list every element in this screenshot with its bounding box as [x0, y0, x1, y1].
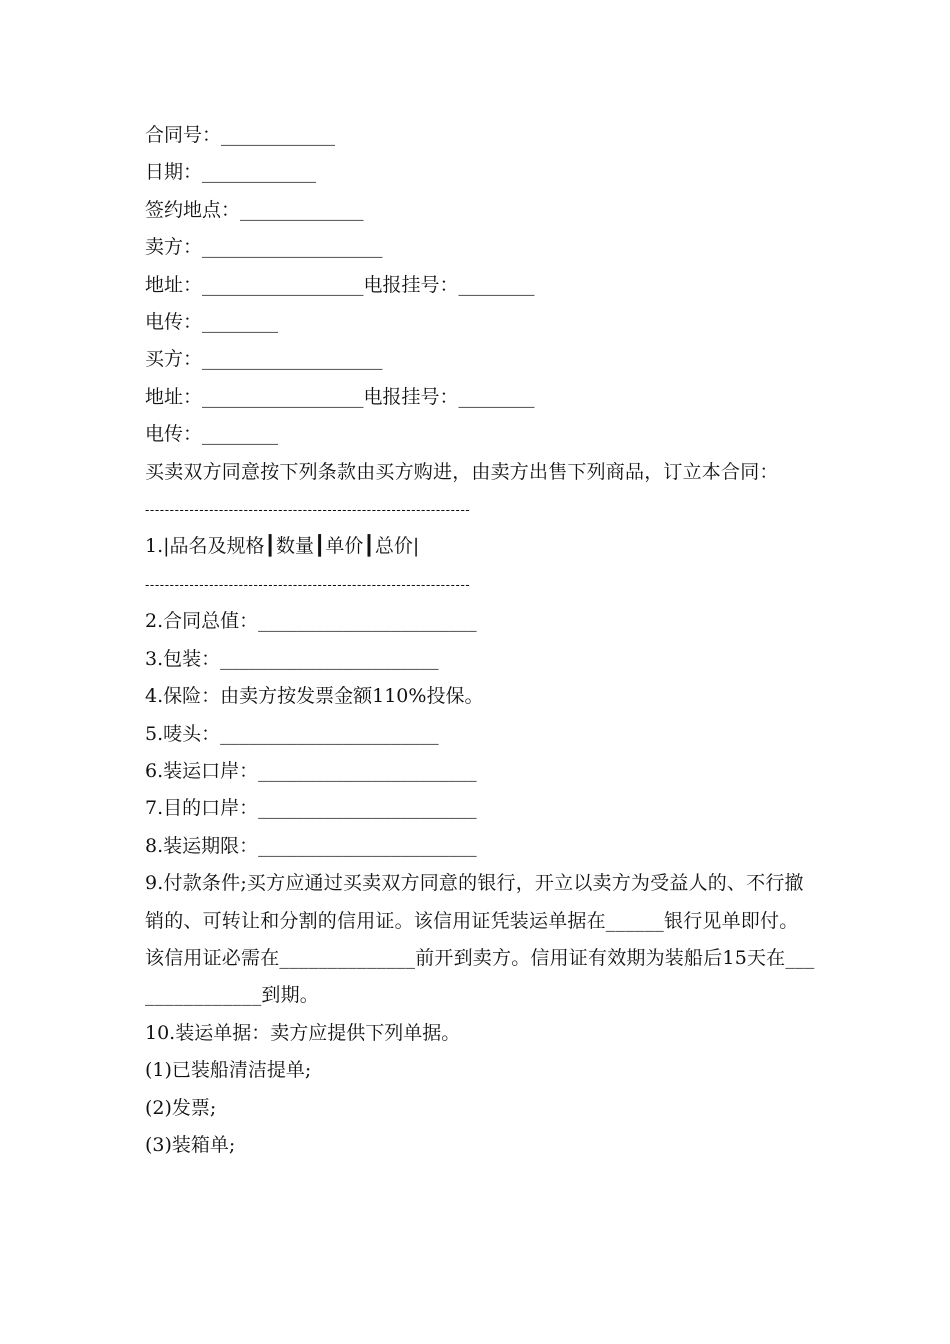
clause-port-of-destination: 7.目的口岸：_______________________ [145, 797, 477, 820]
seller-fax-line: 电传：________ [145, 311, 279, 334]
clause-total-value: 2.合同总值：_______________________ [145, 610, 477, 633]
table-rule-top: ------------------------------------------------------------------ [145, 502, 471, 518]
clause-shipping-documents: 10.装运单据：卖方应提供下列单据。 [145, 1021, 461, 1044]
clause-port-of-shipment: 6.装运口岸：_______________________ [145, 759, 477, 782]
contract-document [145, 117, 815, 1164]
document-item-packing-list: (3)装箱单; [145, 1133, 236, 1156]
contract-number-line: 合同号：____________ [145, 124, 336, 146]
signing-place-line: 签约地点：_____________ [145, 198, 364, 221]
clause-packing: 3.包装：_______________________ [145, 647, 439, 670]
clause-time-of-shipment: 8.装运期限：_______________________ [145, 834, 477, 857]
table-rule-bottom: ------------------------------------------------------------------ [145, 576, 471, 592]
clause-payment-terms: 9.付款条件;买方应通过买卖双方同意的银行，开立以卖方为受益人的、不行撤销的、可转让和分割的信用证。该信用证凭装运单据在______银行见单即付。该信用证必需在______________前开到卖方。信用证有效期为装船后15天在_______________到期。 [145, 872, 815, 1007]
intro-paragraph: 买卖双方同意按下列条款由买方购进，由卖方出售下列商品，订立本合同： [145, 460, 779, 483]
clause-shipping-mark: 5.唛头：_______________________ [145, 722, 439, 745]
table-header-row: 1.|品名及规格┃数量┃单价┃总价| [145, 535, 420, 558]
seller-address-line: 地址：_________________电报挂号：________ [145, 273, 535, 296]
seller-line: 卖方：___________________ [145, 236, 383, 259]
buyer-fax-line: 电传：________ [145, 423, 279, 446]
document-item-bill-of-lading: (1)已装船清洁提单; [145, 1059, 312, 1082]
date-line: 日期：____________ [145, 161, 317, 184]
document-item-invoice: (2)发票; [145, 1096, 217, 1119]
buyer-line: 买方：___________________ [145, 348, 383, 371]
clause-insurance: 4.保险：由卖方按发票金额110%投保。 [145, 685, 484, 708]
buyer-address-line: 地址：_________________电报挂号：________ [145, 385, 535, 408]
